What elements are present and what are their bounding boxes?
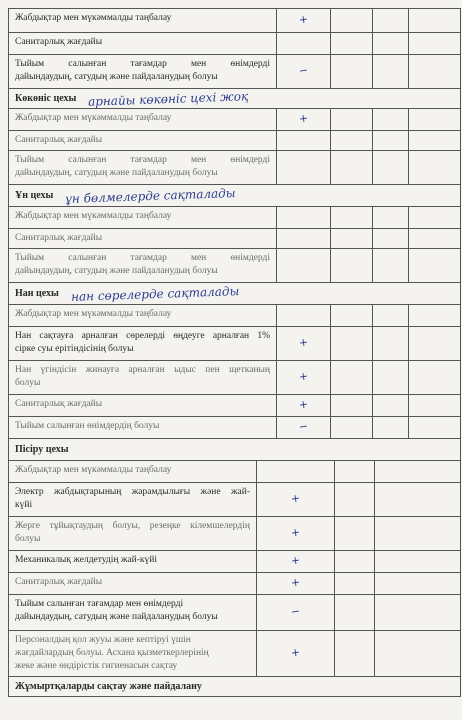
handwritten-note: ұн бөлмелерде сақталады [65, 185, 237, 206]
row-label: Жабдықтар мен мүкәммалды таңбалау [9, 207, 277, 228]
inspection-table [8, 8, 461, 697]
row-label: Жабдықтар мен мүкәммалды таңбалау [9, 9, 277, 32]
row-label: Тыйым салынған тағамдар мен өнімдерді дайындаудың, сатудың және пайдаланудың болуы [9, 151, 277, 184]
section-title: Көкөніс цехы [15, 93, 77, 104]
row-label: Электр жабдықтарының жарамдылығы және жай- күйі [9, 483, 257, 516]
table-row [9, 595, 461, 631]
table-row [9, 109, 461, 131]
row-label: Персоналдың қол жууы және кептіруі үшін жағдайлардың болуы. Асхана қызметкерлерінің жеке және өндірістік гигиенасын сақтау [9, 631, 257, 676]
row-label: Санитарлық жағдайы [9, 395, 277, 416]
row-label: Нан үгіндісін жинауға арналған ыдыс пен щетканың болуы [9, 361, 277, 394]
table-row [9, 131, 461, 151]
handwritten-mark: + [297, 111, 309, 126]
table-row [9, 305, 461, 327]
handwritten-mark: + [297, 12, 309, 27]
table-row [9, 517, 461, 551]
section-header [9, 439, 461, 461]
section-title: Ұн цехы [15, 190, 54, 201]
handwritten-note: арнайы көкөніс цехі жоқ [88, 88, 249, 109]
row-label: Санитарлық жағдайы [9, 229, 277, 248]
row-label: Жабдықтар мен мүкәммалды таңбалау [9, 109, 277, 130]
table-row [9, 327, 461, 361]
section-header [9, 89, 461, 109]
section-title: Нан цехы [15, 288, 59, 299]
table-row [9, 631, 461, 677]
row-label: Нан сақтауға арналған сөрелерді өңдеуге арналған 1% сірке суы ерітіндісінің болуы [9, 327, 277, 360]
section-header [9, 185, 461, 207]
handwritten-mark: − [289, 604, 301, 619]
handwritten-mark: + [297, 397, 309, 412]
table-row [9, 483, 461, 517]
table-row [9, 33, 461, 55]
row-label: Тыйым салынған тағамдар мен өнімдерді дайындаудың, сатудың және пайдаланудың болуы [9, 55, 277, 88]
row-label: Санитарлық жағдайы [9, 131, 277, 150]
handwritten-mark: + [289, 575, 301, 590]
handwritten-mark: + [289, 645, 301, 660]
handwritten-mark: − [297, 419, 309, 434]
table-row [9, 9, 461, 33]
row-label: Жерге тұйықтаудың болуы, резеңке кілемшелердің болуы [9, 517, 257, 550]
table-row [9, 417, 461, 439]
handwritten-note: нан сөрелерде сақталады [70, 283, 240, 304]
section-header [9, 283, 461, 305]
row-label: Санитарлық жағдайы [9, 33, 277, 54]
table-row [9, 361, 461, 395]
table-row [9, 229, 461, 249]
table-row [9, 573, 461, 595]
row-label: Тыйым салынған тағамдар мен өнімдерді дайындаудың, сатудың және пайдаланудың болуы [9, 249, 277, 282]
table-row [9, 55, 461, 89]
section-title: Пісіру цехы [15, 444, 69, 455]
handwritten-mark: + [297, 335, 309, 350]
row-label: Санитарлық жағдайы [9, 573, 257, 594]
section-header [9, 677, 461, 697]
handwritten-mark: − [297, 63, 309, 78]
handwritten-mark: + [297, 369, 309, 384]
table-row [9, 551, 461, 573]
table-row [9, 395, 461, 417]
row-label: Тыйым салынған өнімдердің болуы [9, 417, 277, 438]
row-label: Механикалық желдетудің жай-күйі [9, 551, 257, 572]
handwritten-mark: + [289, 525, 301, 540]
row-label: Тыйым салынған тағамдар мен өнімдерді дайындаудың, сатудың және пайдаланудың болуы [9, 595, 257, 630]
handwritten-mark: + [289, 491, 301, 506]
row-label: Жабдықтар мен мүкәммалды таңбалау [9, 305, 277, 326]
table-row [9, 207, 461, 229]
row-label: Жабдықтар мен мүкәммалды таңбалау [9, 461, 257, 482]
table-row [9, 151, 461, 185]
table-row [9, 249, 461, 283]
handwritten-mark: + [289, 553, 301, 568]
section-title: Жұмыртқаларды сақтау және пайдалану [15, 681, 202, 692]
table-row [9, 461, 461, 483]
